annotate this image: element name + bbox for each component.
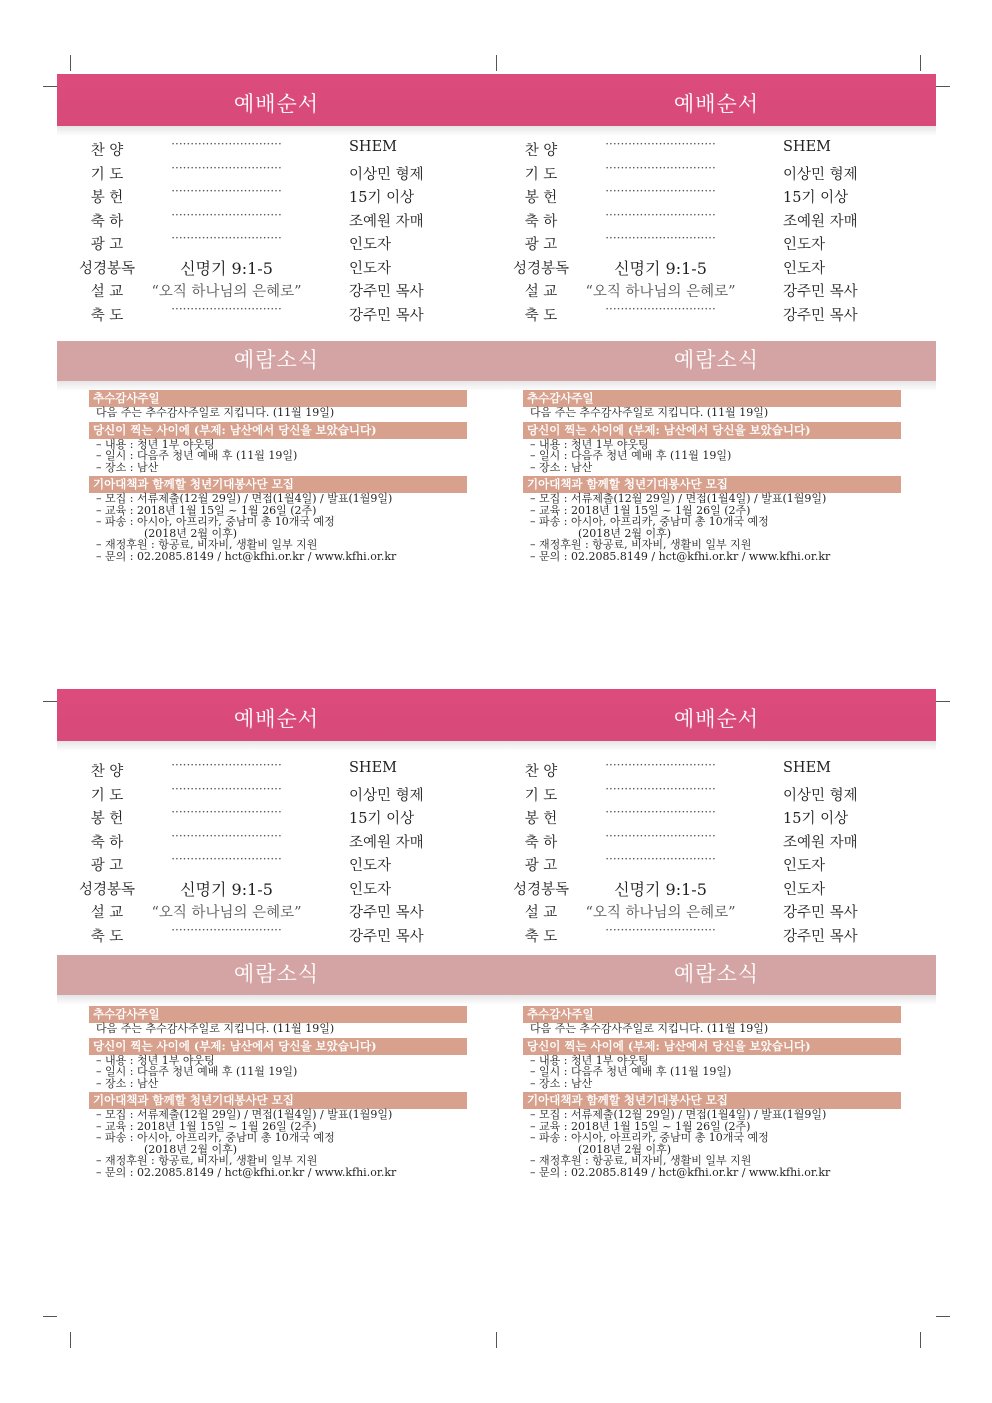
order-person: 강주민 목사 (349, 928, 424, 945)
news-line: – 재정후원 : 항공료, 비자비, 생활비 일부 지원 (96, 1154, 318, 1167)
dot-leader: ····························· (605, 758, 716, 772)
dot-leader: ····························· (171, 137, 282, 151)
news-line: – 재정후원 : 항공료, 비자비, 생활비 일부 지원 (530, 1154, 752, 1167)
order-role: 설 교 (524, 284, 558, 300)
news-heading: 추수감사주일 (89, 390, 467, 407)
worship-order (57, 760, 437, 948)
order-person: 조예원 자매 (349, 213, 424, 230)
order-row (57, 760, 437, 784)
dot-leader: ····························· (171, 852, 282, 866)
news-heading: 당신이 찍는 사이에 (부제: 남산에서 당신을 보았습니다) (523, 422, 901, 439)
order-person: 강주민 목사 (783, 905, 858, 921)
order-person: SHEM (349, 139, 398, 155)
order-person: 인도자 (783, 881, 826, 898)
order-row (491, 257, 871, 281)
order-row (491, 922, 871, 949)
order-detail: 신명기 9:1-5 (614, 258, 707, 278)
news-line: – 일시 : 다음주 청년 예배 후 (11월 19일) (96, 1065, 298, 1078)
dot-leader: ····························· (605, 207, 716, 222)
worship-title: 예배순서 (673, 92, 760, 116)
worship-title: 예배순서 (233, 707, 320, 731)
news-title: 예람소식 (233, 962, 320, 986)
news-line: (2018년 2월 이후) (144, 526, 238, 540)
order-person: SHEM (783, 139, 832, 155)
order-row (491, 160, 871, 187)
order-person: 인도자 (783, 260, 826, 277)
crop-mark (43, 1316, 57, 1317)
order-person: 강주민 목사 (783, 928, 858, 945)
worship-header-band (57, 74, 936, 126)
order-role: 성경봉독 (512, 260, 570, 277)
order-role: 축 도 (524, 307, 558, 324)
news-header-band (57, 955, 936, 995)
news-line: – 장소 : 남산 (96, 1076, 159, 1090)
order-role: 찬 양 (524, 143, 558, 159)
news-line: – 파송 : 아시아, 아프리카, 중남미 총 10개국 예정 (96, 1131, 335, 1144)
order-row (57, 878, 437, 902)
order-role: 설 교 (90, 905, 124, 921)
order-person: 15기 이상 (783, 811, 849, 827)
worship-order (57, 139, 437, 327)
order-role: 기 도 (524, 166, 558, 183)
order-row (57, 807, 437, 831)
dot-leader: ····························· (605, 231, 716, 245)
order-role: 기 도 (90, 166, 124, 183)
order-row (491, 760, 871, 784)
order-row (491, 280, 871, 304)
news-line: – 파송 : 아시아, 아프리카, 중남미 총 10개국 예정 (530, 515, 769, 528)
order-detail: 신명기 9:1-5 (614, 879, 707, 899)
news-line: – 일시 : 다음주 청년 예배 후 (11월 19일) (530, 1065, 732, 1078)
order-role: 성경봉독 (512, 881, 570, 898)
crop-mark (43, 701, 57, 702)
news-heading: 당신이 찍는 사이에 (부제: 남산에서 당신을 보았습니다) (89, 1038, 467, 1055)
dot-leader: ····························· (605, 828, 716, 843)
news-line: – 파송 : 아시아, 아프리카, 중남미 총 10개국 예정 (530, 1131, 769, 1144)
news-heading: 당신이 찍는 사이에 (부제: 남산에서 당신을 보았습니다) (523, 1038, 901, 1055)
order-person: SHEM (349, 760, 398, 776)
dot-leader: ····························· (171, 301, 282, 316)
news-title: 예람소식 (233, 348, 320, 372)
order-person: 15기 이상 (783, 190, 849, 206)
order-person: 조예원 자매 (783, 834, 858, 851)
order-row (491, 186, 871, 210)
news-line: – 모집 : 서류제출(12월 29일) / 면접(1월4일) / 발표(1월9일) (530, 1108, 827, 1121)
crop-mark (70, 1332, 71, 1348)
order-role: 찬 양 (90, 143, 124, 159)
news-line: – 장소 : 남산 (96, 460, 159, 474)
crop-mark (936, 1316, 950, 1317)
order-role: 축 도 (524, 928, 558, 945)
order-person: 강주민 목사 (349, 284, 424, 300)
news-list (89, 1006, 467, 1178)
news-line: 다음 주는 추수감사주일로 지킵니다. (11월 19일) (96, 406, 335, 419)
order-row (491, 781, 871, 808)
order-detail: 신명기 9:1-5 (180, 258, 273, 278)
order-role: 광 고 (90, 237, 124, 253)
crop-mark (70, 55, 71, 71)
order-person: SHEM (783, 760, 832, 776)
order-row (491, 139, 871, 163)
band-shadow (57, 126, 936, 136)
worship-order (491, 760, 871, 948)
order-person: 인도자 (783, 237, 826, 253)
crop-mark (936, 701, 950, 702)
crop-mark (496, 55, 497, 71)
order-row (57, 160, 437, 187)
order-row (57, 781, 437, 808)
news-line: – 교육 : 2018년 1월 15일 ~ 1월 26일 (2주) (530, 1119, 751, 1133)
order-row (57, 828, 437, 855)
dot-leader: ····························· (171, 207, 282, 222)
order-row (57, 280, 437, 304)
order-row (491, 878, 871, 902)
order-row (491, 901, 871, 925)
order-person: 조예원 자매 (349, 834, 424, 851)
order-role: 광 고 (90, 858, 124, 874)
news-line: (2018년 2월 이후) (144, 1142, 238, 1156)
crop-mark (936, 86, 950, 87)
order-row (57, 854, 437, 878)
order-role: 봉 헌 (524, 811, 558, 827)
news-line: – 재정후원 : 항공료, 비자비, 생활비 일부 지원 (530, 538, 752, 551)
order-person: 이상민 형제 (349, 787, 424, 804)
news-heading: 기아대책과 함께할 청년기대봉사단 모집 (523, 1092, 901, 1109)
dot-leader: ····························· (605, 137, 716, 151)
dot-leader: ····························· (171, 828, 282, 843)
crop-mark (496, 1332, 497, 1348)
news-title: 예람소식 (673, 348, 760, 372)
order-role: 축 도 (90, 928, 124, 945)
dot-leader: ····························· (605, 301, 716, 316)
dot-leader: ····························· (171, 758, 282, 772)
news-list (523, 390, 901, 562)
dot-leader: ····························· (605, 922, 716, 937)
news-heading: 추수감사주일 (523, 1006, 901, 1023)
order-role: 설 교 (524, 905, 558, 921)
order-person: 조예원 자매 (783, 213, 858, 230)
news-line: – 내용 : 청년 1부 야웃팅 (530, 1053, 649, 1067)
news-line: – 모집 : 서류제출(12월 29일) / 면접(1월4일) / 발표(1월9일) (96, 1108, 393, 1121)
news-heading: 당신이 찍는 사이에 (부제: 남산에서 당신을 보았습니다) (89, 422, 467, 439)
order-row (57, 139, 437, 163)
order-role: 광 고 (524, 858, 558, 874)
news-heading: 기아대책과 함께할 청년기대봉사단 모집 (89, 1092, 467, 1109)
crop-mark (43, 86, 57, 87)
order-person: 강주민 목사 (783, 284, 858, 300)
band-shadow (57, 995, 936, 1005)
order-row (491, 233, 871, 257)
order-role: 광 고 (524, 237, 558, 253)
news-line: – 교육 : 2018년 1월 15일 ~ 1월 26일 (2주) (96, 1119, 317, 1133)
order-row (57, 257, 437, 281)
order-role: 축 하 (90, 834, 124, 851)
order-row (57, 922, 437, 949)
order-person: 15기 이상 (349, 811, 415, 827)
order-person: 인도자 (349, 881, 392, 898)
order-role: 봉 헌 (90, 811, 124, 827)
order-person: 인도자 (349, 260, 392, 277)
order-role: 성경봉독 (78, 260, 136, 277)
order-row (491, 301, 871, 328)
news-line: – 모집 : 서류제출(12월 29일) / 면접(1월4일) / 발표(1월9일) (96, 492, 393, 505)
order-role: 기 도 (90, 787, 124, 804)
order-role: 기 도 (524, 787, 558, 804)
news-line: – 장소 : 남산 (530, 460, 593, 474)
order-person: 강주민 목사 (349, 905, 424, 921)
order-detail: “오직 하나님의 은혜로” (585, 284, 736, 300)
order-person: 강주민 목사 (349, 307, 424, 324)
news-list (523, 1006, 901, 1178)
order-role: 축 하 (524, 834, 558, 851)
dot-leader: ····························· (605, 852, 716, 866)
order-person: 15기 이상 (349, 190, 415, 206)
news-line: 다음 주는 추수감사주일로 지킵니다. (11월 19일) (96, 1022, 335, 1035)
crop-mark (920, 55, 921, 71)
news-heading: 추수감사주일 (89, 1006, 467, 1023)
order-person: 인도자 (349, 237, 392, 253)
news-line: – 모집 : 서류제출(12월 29일) / 면접(1월4일) / 발표(1월9일) (530, 492, 827, 505)
news-title: 예람소식 (673, 962, 760, 986)
order-row (57, 207, 437, 234)
dot-leader: ····························· (171, 781, 282, 796)
news-line: – 파송 : 아시아, 아프리카, 중남미 총 10개국 예정 (96, 515, 335, 528)
news-line: 다음 주는 추수감사주일로 지킵니다. (11월 19일) (530, 406, 769, 419)
order-detail: 신명기 9:1-5 (180, 879, 273, 899)
news-line: (2018년 2월 이후) (578, 1142, 672, 1156)
order-role: 찬 양 (524, 764, 558, 780)
order-detail: “오직 하나님의 은혜로” (151, 284, 302, 300)
news-heading: 기아대책과 함께할 청년기대봉사단 모집 (523, 476, 901, 493)
order-person: 인도자 (349, 858, 392, 874)
order-row (491, 854, 871, 878)
dot-leader: ····························· (171, 160, 282, 175)
news-heading: 추수감사주일 (523, 390, 901, 407)
order-row (57, 233, 437, 257)
news-heading: 기아대책과 함께할 청년기대봉사단 모집 (89, 476, 467, 493)
dot-leader: ····························· (605, 781, 716, 796)
order-row (491, 828, 871, 855)
dot-leader: ····························· (171, 805, 282, 819)
news-line: – 일시 : 다음주 청년 예배 후 (11월 19일) (96, 449, 298, 462)
news-line: 다음 주는 추수감사주일로 지킵니다. (11월 19일) (530, 1022, 769, 1035)
dot-leader: ····························· (171, 231, 282, 245)
order-person: 이상민 형제 (783, 166, 858, 183)
news-line: (2018년 2월 이후) (578, 526, 672, 540)
news-line: – 장소 : 남산 (530, 1076, 593, 1090)
news-line: – 문의 : 02.2085.8149 / hct@kfhi.or.kr / www.kfhi.or.kr (96, 1165, 397, 1179)
news-line: – 문의 : 02.2085.8149 / hct@kfhi.or.kr / www.kfhi.or.kr (530, 1165, 831, 1179)
worship-title: 예배순서 (233, 92, 320, 116)
dot-leader: ····························· (605, 805, 716, 819)
order-person: 강주민 목사 (783, 307, 858, 324)
news-line: – 내용 : 청년 1부 야웃팅 (96, 1053, 215, 1067)
news-line: – 문의 : 02.2085.8149 / hct@kfhi.or.kr / www.kfhi.or.kr (96, 549, 397, 563)
order-role: 봉 헌 (524, 190, 558, 206)
order-row (57, 901, 437, 925)
order-detail: “오직 하나님의 은혜로” (151, 905, 302, 921)
order-person: 인도자 (783, 858, 826, 874)
worship-order (491, 139, 871, 327)
crop-mark (920, 1332, 921, 1348)
worship-header-band (57, 689, 936, 741)
dot-leader: ····························· (171, 922, 282, 937)
order-role: 성경봉독 (78, 881, 136, 898)
band-shadow (57, 741, 936, 751)
order-row (57, 186, 437, 210)
order-person: 이상민 형제 (349, 166, 424, 183)
news-line: – 내용 : 청년 1부 야웃팅 (530, 437, 649, 451)
order-role: 축 도 (90, 307, 124, 324)
worship-title: 예배순서 (673, 707, 760, 731)
news-list (89, 390, 467, 562)
news-line: – 재정후원 : 항공료, 비자비, 생활비 일부 지원 (96, 538, 318, 551)
order-role: 봉 헌 (90, 190, 124, 206)
news-header-band (57, 341, 936, 381)
dot-leader: ····························· (605, 160, 716, 175)
order-detail: “오직 하나님의 은혜로” (585, 905, 736, 921)
news-line: – 교육 : 2018년 1월 15일 ~ 1월 26일 (2주) (96, 503, 317, 517)
order-row (491, 807, 871, 831)
order-row (57, 301, 437, 328)
news-line: – 내용 : 청년 1부 야웃팅 (96, 437, 215, 451)
dot-leader: ····························· (605, 184, 716, 198)
order-row (491, 207, 871, 234)
news-line: – 일시 : 다음주 청년 예배 후 (11월 19일) (530, 449, 732, 462)
order-person: 이상민 형제 (783, 787, 858, 804)
news-line: – 문의 : 02.2085.8149 / hct@kfhi.or.kr / www.kfhi.or.kr (530, 549, 831, 563)
order-role: 축 하 (90, 213, 124, 230)
order-role: 찬 양 (90, 764, 124, 780)
dot-leader: ····························· (171, 184, 282, 198)
order-role: 설 교 (90, 284, 124, 300)
order-role: 축 하 (524, 213, 558, 230)
news-line: – 교육 : 2018년 1월 15일 ~ 1월 26일 (2주) (530, 503, 751, 517)
